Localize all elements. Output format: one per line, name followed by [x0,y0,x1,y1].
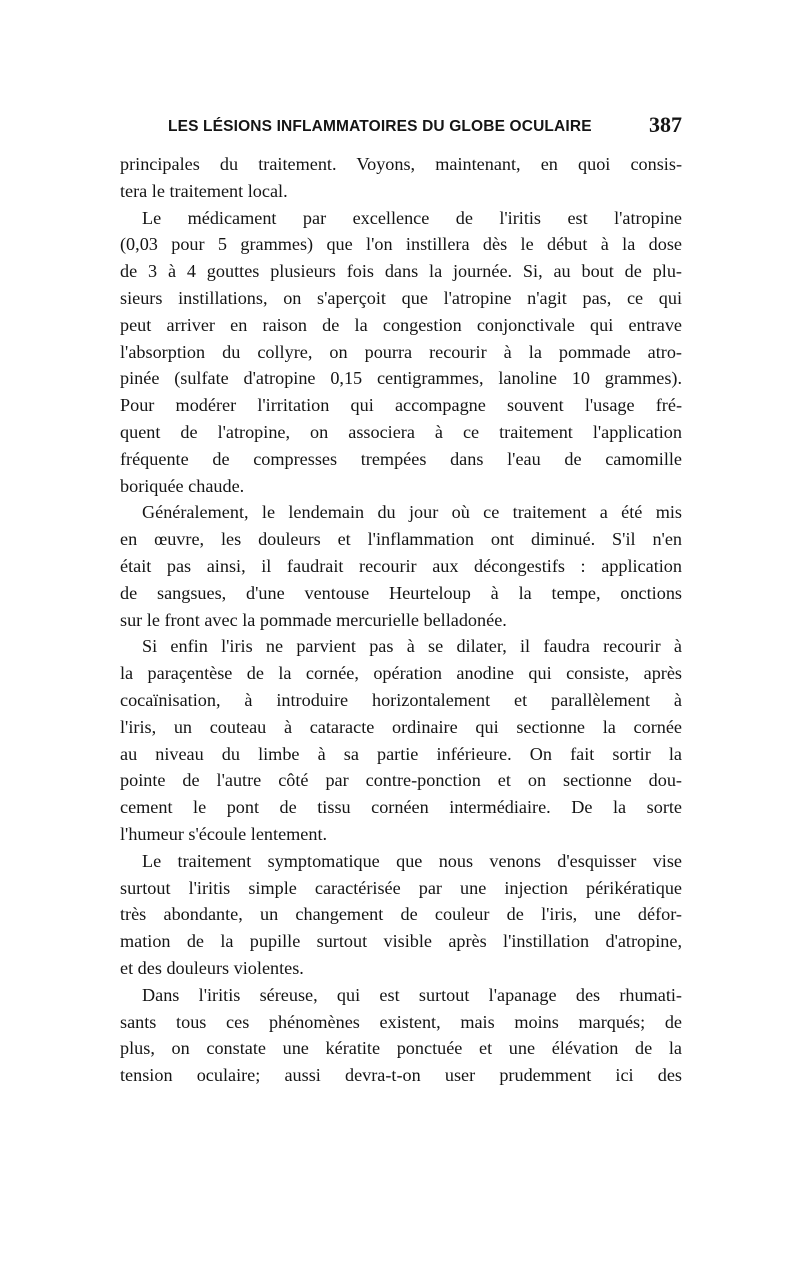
text-line: quent de l'atropine, on associera à ce traitement l'application [120,421,682,442]
text-line: la paraçentèse de la cornée, opération anodine qui consiste, après [120,663,682,684]
running-title: LES LÉSIONS INFLAMMATOIRES DU GLOBE OCULAIRE [168,118,592,135]
text-line: pointe de l'autre côté par contre-ponction et on sectionne dou- [120,770,682,791]
text-line: peut arriver en raison de la congestion conjonctivale qui entrave [120,314,682,335]
text-line: très abondante, un changement de couleur de l'iris, une défor- [120,904,682,925]
text-line: cocaïnisation, à introduire horizontalement et parallèlement à [120,689,682,710]
text-line: sants tous ces phénomènes existent, mais moins marqués; de [120,1011,682,1032]
text-line: au niveau du limbe à sa partie inférieure. On fait sortir la [120,743,682,764]
text-line: fréquente de compresses trempées dans l'eau de camomille [120,448,682,469]
text-line: de 3 à 4 gouttes plusieurs fois dans la journée. Si, au bout de plu- [120,261,682,282]
text-line: surtout l'iritis simple caractérisée par une injection périkératique [120,877,682,898]
text-line: tera le traitement local. [120,180,288,201]
body-text [120,151,682,1089]
text-line: tension oculaire; aussi devra-t-on user prudemment ici des [120,1065,682,1086]
text-line: mation de la pupille surtout visible après l'instillation d'atropine, [120,931,682,952]
text-line: cement le pont de tissu cornéen intermédiaire. De la sorte [120,797,682,818]
text-line: l'humeur s'écoule lentement. [120,823,328,844]
text-line: Si enfin l'iris ne parvient pas à se dilater, il faudra recourir à [142,636,682,657]
text-line: Dans l'iritis séreuse, qui est surtout l'apanage des rhumati- [142,984,682,1005]
text-line: sieurs instillations, on s'aperçoit que l'atropine n'agit pas, ce qui [120,287,682,308]
text-line: était pas ainsi, il faudrait recourir aux décongestifs : application [120,555,682,576]
text-line: sur le front avec la pommade mercurielle belladonée. [120,609,507,630]
text-line: l'iris, un couteau à cataracte ordinaire qui sectionne la cornée [120,716,682,737]
text-line: Généralement, le lendemain du jour où ce traitement a été mis [142,502,682,523]
running-header [120,112,682,142]
text-line: l'absorption du collyre, on pourra recourir à la pommade atro- [120,341,682,362]
text-line: boriquée chaude. [120,475,245,496]
page-number: 387 [649,112,682,137]
text-line: (0,03 pour 5 grammes) que l'on instillera dès le début à la dose [120,234,682,255]
text-line: Le médicament par excellence de l'iritis est l'atropine [142,207,682,228]
text-line: et des douleurs violentes. [120,957,304,978]
text-line: de sangsues, d'une ventouse Heurteloup à la tempe, onctions [120,582,682,603]
text-line: principales du traitement. Voyons, maintenant, en quoi consis- [120,154,682,174]
text-line: Pour modérer l'irritation qui accompagne souvent l'usage fré- [120,395,682,416]
text-line: plus, on constate une kératite ponctuée et une élévation de la [120,1038,682,1059]
text-line: pinée (sulfate d'atropine 0,15 centigrammes, lanoline 10 grammes). [120,368,682,389]
text-line: en œuvre, les douleurs et l'inflammation ont diminué. S'il n'en [120,529,682,550]
text-line: Le traitement symptomatique que nous venons d'esquisser vise [142,850,682,871]
